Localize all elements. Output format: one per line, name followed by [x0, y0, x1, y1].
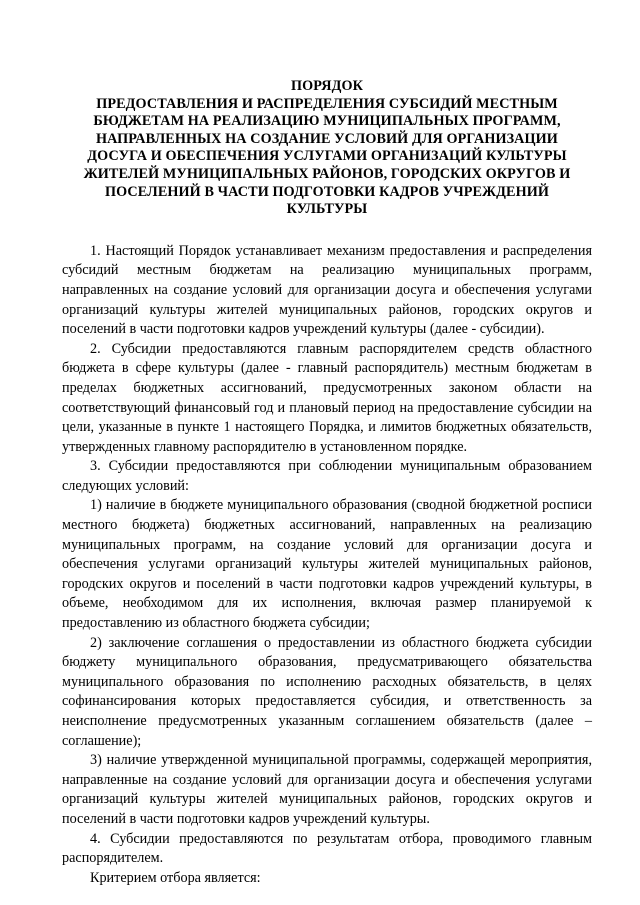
paragraph-condition-2: 2) заключение соглашения о предоставлении из областного бюджета субсидии бюджету муниципального образования, предусматривающего обязательства муниципального образования по исполнению расходных обязательств, в целях софинансирования которых предоставляется субсидия, и ответственность за неисполнение предусмотренных указанным соглашением обязательств (далее – соглашение); — [62, 634, 592, 749]
paragraph-4: 4. Субсидии предоставляются по результатам отбора, проводимого главным распорядителем. — [62, 830, 592, 867]
title-line: ПРЕДОСТАВЛЕНИЯ И РАСПРЕДЕЛЕНИЯ СУБСИДИЙ МЕСТНЫМ — [96, 95, 558, 112]
paragraph-condition-3: 3) наличие утвержденной муниципальной программы, содержащей мероприятия, направленные на создание условий для организации досуга и обеспечения услугами организаций культуры жителей муниципальных районов, городских округов и поселений в части подготовки кадров учреждений культуры. — [62, 752, 592, 827]
paragraph-3: 3. Субсидии предоставляются при соблюдении муниципальным образованием следующих условий: — [62, 458, 592, 494]
paragraph-1: 1. Настоящий Порядок устанавливает механизм предоставления и распределения субсидий местным бюджетам на реализацию муниципальных программ, направленных на создание условий для организации досуга и обеспечения услугами организаций культуры жителей муниципальных районов, городских округов и поселений в части подготовки кадров учреждений культуры (далее - субсидии). — [62, 242, 592, 338]
paragraph-condition-1: 1) наличие в бюджете муниципального образования (сводной бюджетной росписи местного бюджета) бюджетных ассигнований, направленных на реализацию муниципальных программ, на создание условий для организации досуга и обеспечения услугами организаций культуры жителей муниципальных районов, городских округов и поселений в части подготовки кадров учреждений культуры, в объеме, необходимом для их исполнения, включая размер планируемой к предоставлению из областного бюджета субсидии; — [62, 497, 592, 632]
title-line: ПОСЕЛЕНИЙ В ЧАСТИ ПОДГОТОВКИ КАДРОВ УЧРЕЖДЕНИЙ — [104, 183, 549, 200]
title-line: КУЛЬТУРЫ — [286, 201, 368, 218]
title-line: БЮДЖЕТАМ НА РЕАЛИЗАЦИЮ МУНИЦИПАЛЬНЫХ ПРОГРАММ, — [93, 113, 561, 130]
paragraph-2: 2. Субсидии предоставляются главным распорядителем средств областного бюджета в сфере культуры (далее - главный распорядитель) местным бюджетам в пределах бюджетных ассигнований, предусмотренных законом области на соответствующий финансовый год и плановый период на предоставление субсидии на цели, указанные в пункте 1 настоящего Порядка, и лимитов бюджетных обязательств, утвержденных главному распорядителю в установленном порядке. — [62, 340, 592, 455]
title-line: ЖИТЕЛЕЙ МУНИЦИПАЛЬНЫХ РАЙОНОВ, ГОРОДСКИХ ОКРУГОВ И — [83, 165, 571, 182]
paragraph-criteria: Критерием отбора является: — [90, 869, 261, 886]
title-line: ДОСУГА И ОБЕСПЕЧЕНИЯ УСЛУГАМИ ОРГАНИЗАЦИЙ КУЛЬТУРЫ — [87, 148, 567, 165]
title-line: НАПРАВЛЕННЫХ НА СОЗДАНИЕ УСЛОВИЙ ДЛЯ ОРГАНИЗАЦИИ — [96, 130, 558, 147]
title-line: ПОРЯДОК — [290, 78, 364, 94]
document-title — [62, 78, 592, 219]
